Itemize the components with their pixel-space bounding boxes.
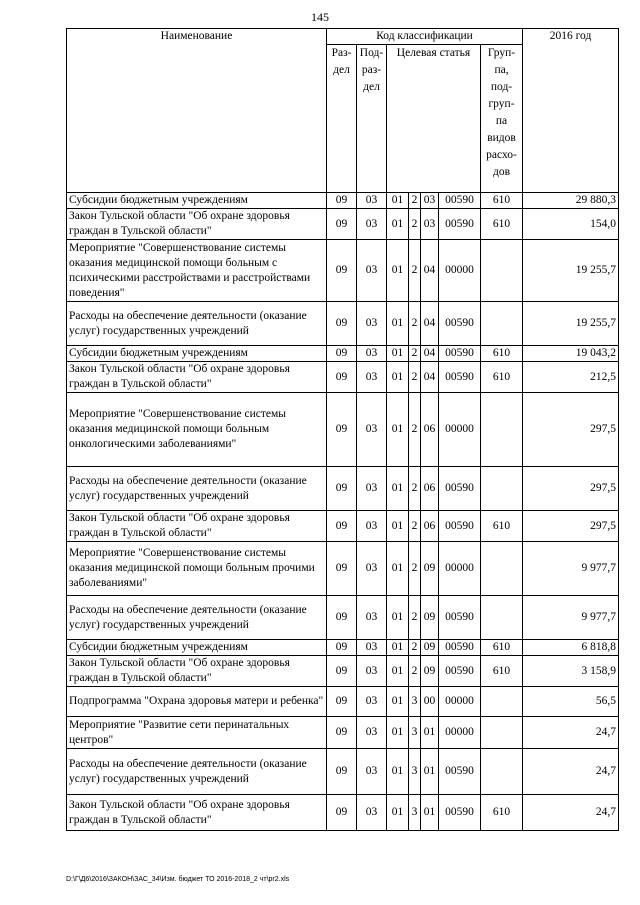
table-row [67, 542, 619, 596]
table-cell-program: 01 [387, 346, 409, 362]
table-cell-section: 09 [327, 302, 357, 346]
table-cell-subsection: 03 [357, 240, 387, 302]
header-group: Груп- па, под- груп- па видов расхо- дов [481, 45, 523, 193]
table-cell-name: Мероприятие "Развитие сети перинатальных центров" [67, 717, 327, 749]
table-cell-name: Субсидии бюджетным учреждениям [67, 640, 327, 656]
table-cell-event: 01 [421, 717, 439, 749]
table-cell-event: 04 [421, 346, 439, 362]
table-cell-expense-type [481, 749, 523, 795]
table-cell-event: 00 [421, 687, 439, 717]
table-cell-program: 01 [387, 795, 409, 831]
table-cell-section: 09 [327, 656, 357, 687]
table-cell-name: Закон Тульской области "Об охране здоровья граждан в Тульской области" [67, 656, 327, 687]
table-cell-direction: 00590 [439, 640, 481, 656]
table-cell-direction: 00590 [439, 362, 481, 393]
table-row [67, 240, 619, 302]
table-cell-amount: 212,5 [523, 362, 619, 393]
table-cell-name: Закон Тульской области "Об охране здоровья граждан в Тульской области" [67, 795, 327, 831]
table-cell-subsection: 03 [357, 749, 387, 795]
table-cell-subsection: 03 [357, 717, 387, 749]
table-cell-section: 09 [327, 193, 357, 209]
table-cell-event: 06 [421, 393, 439, 467]
table-row [67, 717, 619, 749]
table-cell-subprogram: 3 [409, 795, 421, 831]
table-cell-section: 09 [327, 717, 357, 749]
table-cell-direction: 00590 [439, 749, 481, 795]
table-cell-subsection: 03 [357, 193, 387, 209]
table-row [67, 393, 619, 467]
table-cell-name: Субсидии бюджетным учреждениям [67, 346, 327, 362]
table-cell-subprogram: 2 [409, 511, 421, 542]
table-cell-subsection: 03 [357, 640, 387, 656]
table-cell-name: Подпрограмма "Охрана здоровья матери и ребенка" [67, 687, 327, 717]
table-cell-section: 09 [327, 749, 357, 795]
table-cell-event: 03 [421, 193, 439, 209]
table-cell-name: Мероприятие "Совершенствование системы оказания медицинской помощи больным с психическими расстройствами и расстройствами поведения" [67, 240, 327, 302]
table-cell-program: 01 [387, 656, 409, 687]
table-cell-section: 09 [327, 511, 357, 542]
table-cell-name: Расходы на обеспечение деятельности (оказание услуг) государственных учреждений [67, 749, 327, 795]
page-number: 145 [311, 10, 329, 24]
table-cell-name: Расходы на обеспечение деятельности (оказание услуг) государственных учреждений [67, 596, 327, 640]
table-cell-program: 01 [387, 362, 409, 393]
table-cell-direction: 00590 [439, 511, 481, 542]
table-cell-amount: 56,5 [523, 687, 619, 717]
table-cell-section: 09 [327, 240, 357, 302]
table-cell-direction: 00590 [439, 302, 481, 346]
table-cell-subprogram: 2 [409, 209, 421, 240]
table-cell-event: 09 [421, 542, 439, 596]
table-cell-event: 04 [421, 362, 439, 393]
table-cell-program: 01 [387, 596, 409, 640]
table-cell-direction: 00000 [439, 542, 481, 596]
table-cell-subprogram: 2 [409, 302, 421, 346]
table-cell-amount: 297,5 [523, 393, 619, 467]
table-cell-direction: 00590 [439, 346, 481, 362]
table-cell-program: 01 [387, 393, 409, 467]
table-cell-program: 01 [387, 240, 409, 302]
budget-table [66, 28, 619, 831]
table-cell-subprogram: 2 [409, 193, 421, 209]
table-cell-expense-type: 610 [481, 640, 523, 656]
table-cell-subsection: 03 [357, 656, 387, 687]
table-cell-section: 09 [327, 346, 357, 362]
table-cell-subsection: 03 [357, 362, 387, 393]
table-row [67, 749, 619, 795]
table-cell-event: 03 [421, 209, 439, 240]
table-cell-event: 09 [421, 640, 439, 656]
table-cell-program: 01 [387, 542, 409, 596]
table-cell-name: Закон Тульской области "Об охране здоровья граждан в Тульской области" [67, 362, 327, 393]
table-cell-subsection: 03 [357, 511, 387, 542]
table-cell-subsection: 03 [357, 596, 387, 640]
table-cell-subsection: 03 [357, 209, 387, 240]
table-cell-section: 09 [327, 640, 357, 656]
table-cell-program: 01 [387, 640, 409, 656]
header-target: Целевая статья [387, 45, 481, 193]
table-cell-program: 01 [387, 511, 409, 542]
table-cell-subsection: 03 [357, 346, 387, 362]
table-cell-expense-type [481, 542, 523, 596]
table-cell-direction: 00590 [439, 209, 481, 240]
table-cell-section: 09 [327, 467, 357, 511]
table-row [67, 656, 619, 687]
table-cell-direction: 00590 [439, 193, 481, 209]
table-cell-subprogram: 2 [409, 362, 421, 393]
table-cell-program: 01 [387, 302, 409, 346]
table-cell-expense-type: 610 [481, 656, 523, 687]
table-cell-amount: 24,7 [523, 717, 619, 749]
table-cell-subsection: 03 [357, 467, 387, 511]
table-cell-expense-type: 610 [481, 193, 523, 209]
table-cell-expense-type [481, 240, 523, 302]
table-cell-subprogram: 2 [409, 596, 421, 640]
table-cell-subprogram: 2 [409, 346, 421, 362]
table-cell-amount: 297,5 [523, 511, 619, 542]
table-row [67, 346, 619, 362]
table-cell-section: 09 [327, 795, 357, 831]
table-cell-subprogram: 2 [409, 393, 421, 467]
table-cell-amount: 6 818,8 [523, 640, 619, 656]
table-cell-subprogram: 3 [409, 717, 421, 749]
table-cell-expense-type: 610 [481, 209, 523, 240]
table-cell-amount: 19 255,7 [523, 240, 619, 302]
table-cell-amount: 9 977,7 [523, 596, 619, 640]
table-row [67, 511, 619, 542]
table-cell-name: Закон Тульской области "Об охране здоровья граждан в Тульской области" [67, 209, 327, 240]
table-cell-section: 09 [327, 393, 357, 467]
table-cell-section: 09 [327, 687, 357, 717]
table-cell-section: 09 [327, 596, 357, 640]
table-row [67, 302, 619, 346]
table-cell-expense-type: 610 [481, 795, 523, 831]
table-cell-expense-type [481, 596, 523, 640]
table-cell-amount: 24,7 [523, 749, 619, 795]
table-row [67, 596, 619, 640]
table-cell-subsection: 03 [357, 393, 387, 467]
table-row [67, 467, 619, 511]
table-cell-expense-type [481, 302, 523, 346]
table-cell-expense-type: 610 [481, 346, 523, 362]
table-cell-expense-type [481, 717, 523, 749]
table-row [67, 362, 619, 393]
table-cell-amount: 24,7 [523, 795, 619, 831]
table-cell-program: 01 [387, 209, 409, 240]
table-cell-subprogram: 3 [409, 749, 421, 795]
header-name: Наименование [67, 29, 327, 193]
table-cell-subsection: 03 [357, 302, 387, 346]
table-cell-name: Расходы на обеспечение деятельности (оказание услуг) государственных учреждений [67, 467, 327, 511]
table-cell-name: Закон Тульской области "Об охране здоровья граждан в Тульской области" [67, 511, 327, 542]
table-cell-amount: 29 880,3 [523, 193, 619, 209]
table-cell-direction: 00590 [439, 656, 481, 687]
table-cell-direction: 00590 [439, 596, 481, 640]
header-subsection: Под- раз- дел [357, 45, 387, 193]
table-cell-name: Расходы на обеспечение деятельности (оказание услуг) государственных учреждений [67, 302, 327, 346]
table-cell-expense-type [481, 687, 523, 717]
header-code: Код классификации [327, 29, 523, 45]
table-cell-program: 01 [387, 467, 409, 511]
table-cell-section: 09 [327, 362, 357, 393]
table-cell-subprogram: 2 [409, 240, 421, 302]
table-cell-event: 01 [421, 749, 439, 795]
table-cell-expense-type: 610 [481, 362, 523, 393]
table-cell-direction: 00000 [439, 393, 481, 467]
table-cell-subprogram: 3 [409, 687, 421, 717]
table-cell-direction: 00000 [439, 717, 481, 749]
table-cell-subprogram: 2 [409, 542, 421, 596]
table-cell-event: 04 [421, 240, 439, 302]
table-cell-subprogram: 2 [409, 656, 421, 687]
table-cell-program: 01 [387, 749, 409, 795]
table-cell-program: 01 [387, 717, 409, 749]
table-row [67, 193, 619, 209]
table-cell-amount: 19 043,2 [523, 346, 619, 362]
table-cell-event: 09 [421, 596, 439, 640]
table-cell-section: 09 [327, 209, 357, 240]
table-row [67, 687, 619, 717]
table-cell-expense-type [481, 467, 523, 511]
table-row [67, 209, 619, 240]
table-cell-name: Мероприятие "Совершенствование системы оказания медицинской помощи больным онкологическими заболеваниями" [67, 393, 327, 467]
table-cell-amount: 9 977,7 [523, 542, 619, 596]
header-year: 2016 год [523, 29, 619, 193]
table-cell-subprogram: 2 [409, 640, 421, 656]
table-body [67, 193, 619, 831]
table-cell-direction: 00590 [439, 795, 481, 831]
table-row [67, 640, 619, 656]
table-cell-name: Мероприятие "Совершенствование системы оказания медицинской помощи больным прочими заболеваниями" [67, 542, 327, 596]
table-cell-name: Субсидии бюджетным учреждениям [67, 193, 327, 209]
table-cell-direction: 00590 [439, 467, 481, 511]
table-row [67, 795, 619, 831]
table-cell-expense-type: 610 [481, 511, 523, 542]
table-cell-program: 01 [387, 193, 409, 209]
table-cell-subsection: 03 [357, 687, 387, 717]
table-cell-expense-type [481, 393, 523, 467]
table-cell-event: 01 [421, 795, 439, 831]
table-cell-amount: 19 255,7 [523, 302, 619, 346]
table-cell-subsection: 03 [357, 542, 387, 596]
table-cell-event: 06 [421, 511, 439, 542]
table-cell-amount: 154,0 [523, 209, 619, 240]
table-cell-subsection: 03 [357, 795, 387, 831]
table-cell-direction: 00000 [439, 240, 481, 302]
table-cell-event: 04 [421, 302, 439, 346]
table-cell-section: 09 [327, 542, 357, 596]
file-path-footer: D:\Г\Д6\2016\ЗАКОН\ЗАС_34\Изм. бюджет ТО 2016-2018_2 чт\pr2.xls [66, 876, 290, 883]
table-cell-direction: 00000 [439, 687, 481, 717]
table-cell-event: 09 [421, 656, 439, 687]
table-cell-event: 06 [421, 467, 439, 511]
header-section: Раз- дел [327, 45, 357, 193]
table-cell-program: 01 [387, 687, 409, 717]
table-cell-amount: 3 158,9 [523, 656, 619, 687]
table-cell-amount: 297,5 [523, 467, 619, 511]
table-cell-subprogram: 2 [409, 467, 421, 511]
